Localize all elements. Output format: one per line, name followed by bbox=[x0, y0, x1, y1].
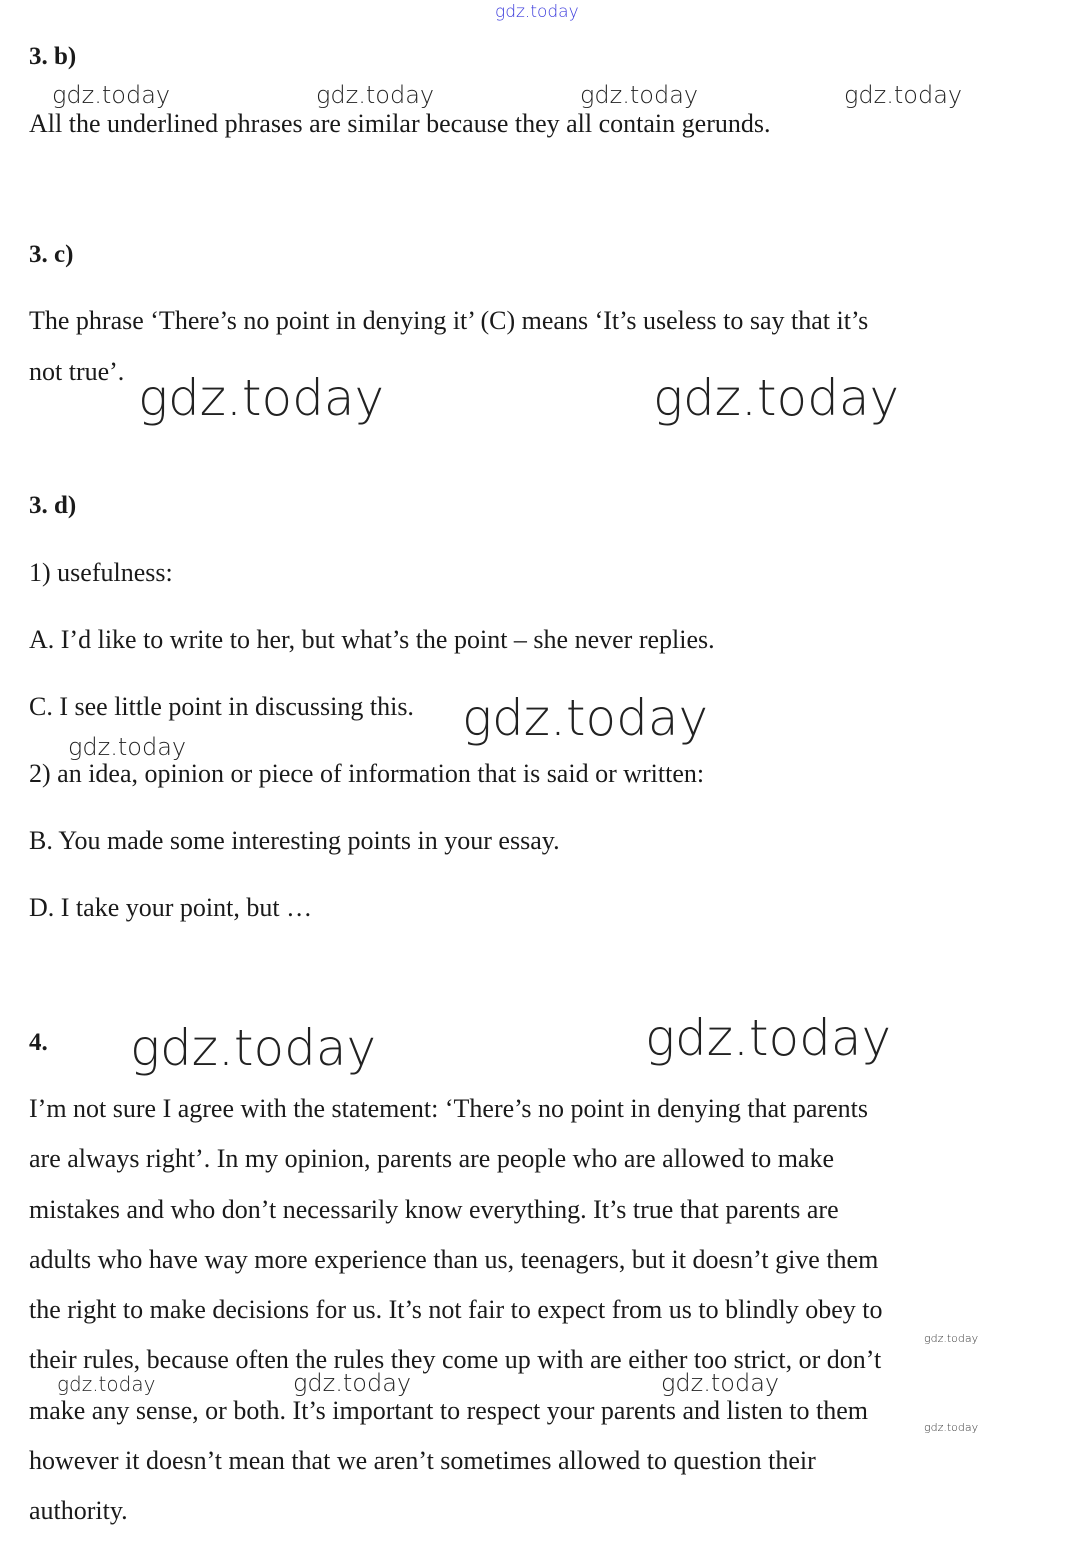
heading-4: 4. bbox=[29, 1029, 48, 1056]
heading-3b: 3. b) bbox=[29, 43, 77, 70]
essay-line: the right to make decisions for us. It’s not fair to expect from us to blindly obey to bbox=[29, 1295, 883, 1324]
watermark: gdz.today bbox=[293, 1369, 412, 1397]
watermark: gdz.today bbox=[580, 81, 699, 109]
essay-line: are always right’. In my opinion, parents are people who are allowed to make bbox=[29, 1144, 834, 1173]
answer-line: B. You made some interesting points in your essay. bbox=[29, 826, 560, 855]
essay-line: authority. bbox=[29, 1496, 128, 1525]
answer-line: The phrase ‘There’s no point in denying it’ (C) means ‘It’s useless to say that it’s bbox=[29, 306, 869, 335]
answer-line: A. I’d like to write to her, but what’s the point – she never replies. bbox=[29, 625, 715, 654]
answer-line: D. I take your point, but … bbox=[29, 893, 313, 922]
essay-line: I’m not sure I agree with the statement: ‘There’s no point in denying that parents bbox=[29, 1094, 868, 1123]
essay-line: make any sense, or both. It’s important to respect your parents and listen to them bbox=[29, 1396, 869, 1425]
essay-line: however it doesn’t mean that we aren’t sometimes allowed to question their bbox=[29, 1446, 816, 1475]
essay-line: their rules, because often the rules they come up with are either too strict, or don’t bbox=[29, 1345, 882, 1374]
watermark: gdz.today bbox=[645, 1009, 892, 1067]
essay-line: mistakes and who don’t necessarily know everything. It’s true that parents are bbox=[29, 1195, 839, 1224]
watermark: gdz.today bbox=[924, 1421, 979, 1434]
heading-3d: 3. d) bbox=[29, 492, 77, 519]
heading-3c: 3. c) bbox=[29, 241, 74, 268]
answer-line: 2) an idea, opinion or piece of information that is said or written: bbox=[29, 759, 705, 788]
watermark-top: gdz.today bbox=[495, 2, 579, 22]
answer-line: C. I see little point in discussing this. bbox=[29, 692, 414, 721]
watermark: gdz.today bbox=[52, 81, 171, 109]
watermark: gdz.today bbox=[68, 733, 187, 761]
watermark: gdz.today bbox=[653, 369, 900, 427]
watermark: gdz.today bbox=[844, 81, 963, 109]
answer-line: not true’. bbox=[29, 357, 125, 386]
watermark: gdz.today bbox=[462, 689, 709, 747]
watermark: gdz.today bbox=[316, 81, 435, 109]
essay-line: adults who have way more experience than us, teenagers, but it doesn’t give them bbox=[29, 1245, 879, 1274]
watermark: gdz.today bbox=[924, 1332, 979, 1345]
answer-line: All the underlined phrases are similar because they all contain gerunds. bbox=[29, 109, 771, 138]
watermark: gdz.today bbox=[130, 1019, 377, 1077]
watermark: gdz.today bbox=[661, 1369, 780, 1397]
watermark: gdz.today bbox=[138, 369, 385, 427]
answer-line: 1) usefulness: bbox=[29, 558, 173, 587]
watermark: gdz.today bbox=[57, 1372, 156, 1396]
